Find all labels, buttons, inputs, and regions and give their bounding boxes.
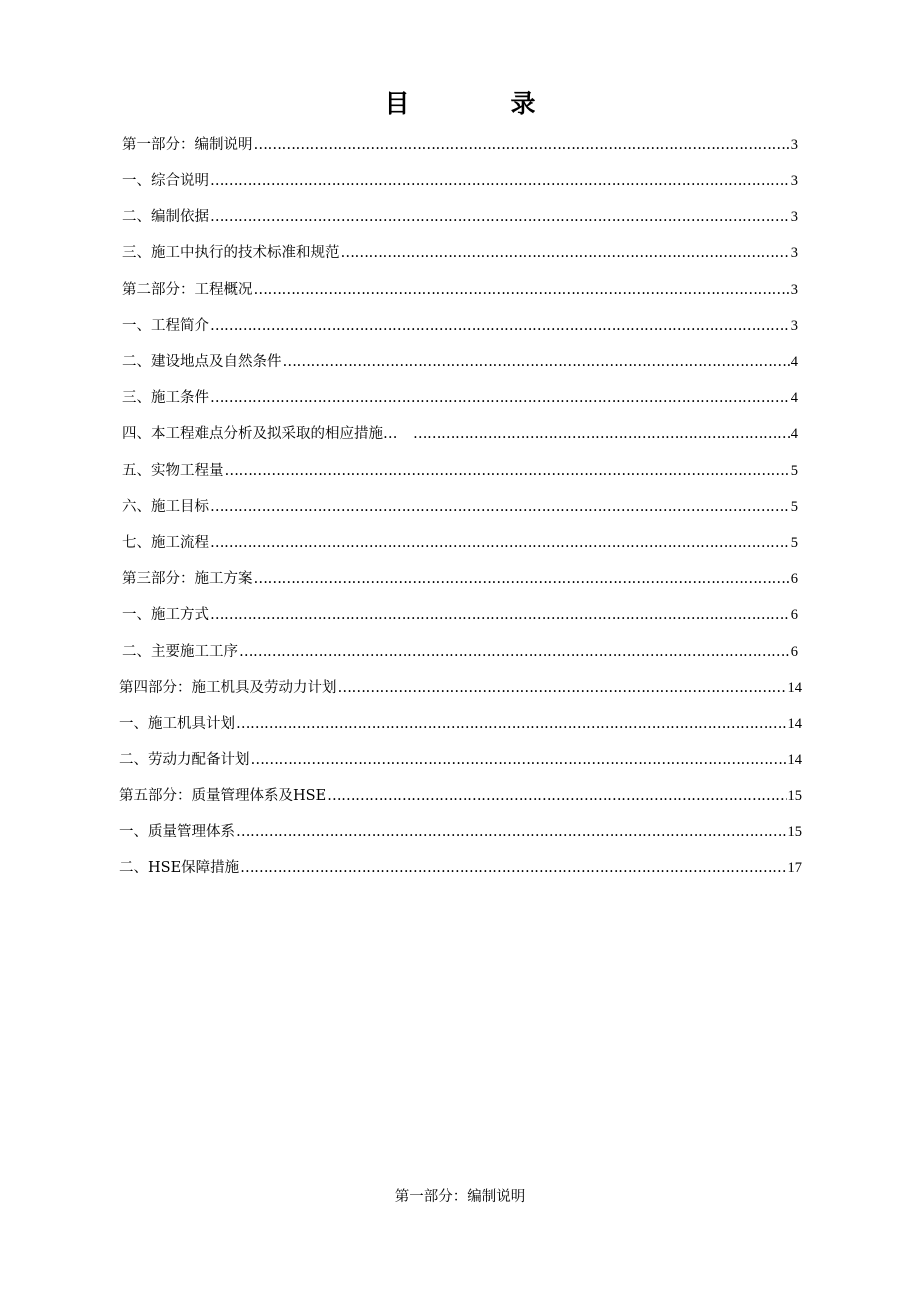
toc-dot-leader [236, 713, 787, 735]
toc-dot-leader [240, 857, 786, 879]
toc-entry-physical-quantities[interactable] [122, 460, 798, 482]
toc-entry-label: 六、施工目标 [122, 499, 209, 515]
toc-page-number: 5 [790, 499, 798, 515]
toc-entry-label: 一、质量管理体系 [119, 824, 235, 840]
toc-entry-part-5[interactable] [119, 785, 802, 807]
toc-entry-label: 二、HSE保障措施 [119, 860, 240, 876]
toc-entry-label: 第四部分：施工机具及劳动力计划 [119, 680, 337, 696]
toc-dot-leader [210, 496, 790, 518]
toc-entry-hse-measures[interactable] [119, 857, 802, 879]
toc-entry-label: 第二部分：工程概况 [122, 282, 253, 298]
toc-dot-leader [413, 423, 790, 445]
toc-dot-leader [239, 641, 790, 663]
toc-entry-label: 二、建设地点及自然条件 [122, 354, 282, 370]
toc-page-number: 15 [787, 824, 802, 840]
toc-dot-leader [338, 677, 787, 699]
toc-entry-label: 一、施工机具计划 [119, 716, 235, 732]
toc-page-number: 5 [790, 535, 798, 551]
toc-page-number: 17 [787, 860, 802, 876]
page-title: 目 录 [384, 89, 574, 118]
toc-entry-labor-plan[interactable] [119, 749, 802, 771]
toc-entry-technical-standards[interactable] [122, 242, 798, 264]
toc-dot-leader [341, 242, 790, 264]
toc-entry-label: 第三部分：施工方案 [122, 571, 253, 587]
toc-page-number: 3 [790, 137, 798, 153]
toc-dot-leader [327, 785, 786, 807]
toc-entry-label: 第一部分：编制说明 [122, 137, 253, 153]
toc-dot-leader [254, 568, 790, 590]
toc-entry-general-description[interactable] [122, 170, 798, 192]
toc-dot-leader [254, 279, 790, 301]
toc-dot-leader [225, 460, 790, 482]
toc-page-number: 14 [787, 716, 802, 732]
toc-entry-part-4[interactable] [119, 677, 802, 699]
toc-entry-construction-method[interactable] [122, 604, 798, 626]
toc-dot-leader [210, 604, 790, 626]
toc-entry-label: 二、劳动力配备计划 [119, 752, 250, 768]
toc-page-number: 3 [790, 245, 798, 261]
toc-entry-label: 三、施工中执行的技术标准和规范 [122, 245, 340, 261]
toc-dot-leader [210, 170, 790, 192]
toc-entry-construction-flow[interactable] [122, 532, 798, 554]
toc-entry-part-3[interactable] [122, 568, 798, 590]
toc-entry-label: 一、施工方式 [122, 607, 209, 623]
toc-dot-leader [210, 315, 790, 337]
toc-entry-project-introduction[interactable] [122, 315, 798, 337]
toc-dot-leader [210, 206, 790, 228]
toc-page-number: 14 [787, 752, 802, 768]
toc-page-number: 3 [790, 173, 798, 189]
toc-entry-construction-targets[interactable] [122, 496, 798, 518]
toc-entry-label: 一、综合说明 [122, 173, 209, 189]
toc-entry-part-1[interactable] [122, 134, 798, 156]
toc-entry-label: 三、施工条件 [122, 390, 209, 406]
toc-entry-main-procedures[interactable] [122, 641, 798, 663]
section-heading: 第一部分：编制说明 [394, 1189, 526, 1205]
toc-entry-label: 七、施工流程 [122, 535, 209, 551]
toc-page-number: 14 [787, 680, 802, 696]
toc-entry-quality-system[interactable] [119, 821, 802, 843]
toc-entry-label: 二、主要施工工序 [122, 644, 238, 660]
toc-entry-label: 一、工程简介 [122, 318, 209, 334]
toc-page-number: 3 [790, 209, 798, 225]
toc-page-number: 6 [790, 571, 798, 587]
toc-dot-leader [283, 351, 790, 373]
toc-entry-label: 二、编制依据 [122, 209, 209, 225]
toc-dot-leader [254, 134, 790, 156]
toc-page-number: 4 [790, 426, 798, 442]
toc-dot-leader [236, 821, 787, 843]
toc-page-number: 6 [790, 644, 798, 660]
toc-page-number: 4 [790, 390, 798, 406]
toc-dot-leader [210, 532, 790, 554]
toc-dot-leader [251, 749, 787, 771]
toc-entry-compilation-basis[interactable] [122, 206, 798, 228]
toc-page-number: 4 [790, 354, 798, 370]
toc-entry-construction-conditions[interactable] [122, 387, 798, 409]
toc-entry-part-2[interactable] [122, 279, 798, 301]
toc-dot-leader [210, 387, 790, 409]
toc-page-number: 3 [790, 282, 798, 298]
toc-entry-label: 四、本工程难点分析及拟采取的相应措施… [122, 426, 412, 442]
toc-entry-label: 五、实物工程量 [122, 463, 224, 479]
toc-entry-site-conditions[interactable] [122, 351, 798, 373]
toc-entry-machinery-plan[interactable] [119, 713, 802, 735]
toc-page-number: 3 [790, 318, 798, 334]
toc-page-number: 6 [790, 607, 798, 623]
toc-entry-label: 第五部分：质量管理体系及HSE [119, 788, 327, 804]
toc-entry-difficulty-analysis[interactable] [122, 423, 798, 445]
toc-page-number: 5 [790, 463, 798, 479]
toc-page-number: 15 [787, 788, 802, 804]
